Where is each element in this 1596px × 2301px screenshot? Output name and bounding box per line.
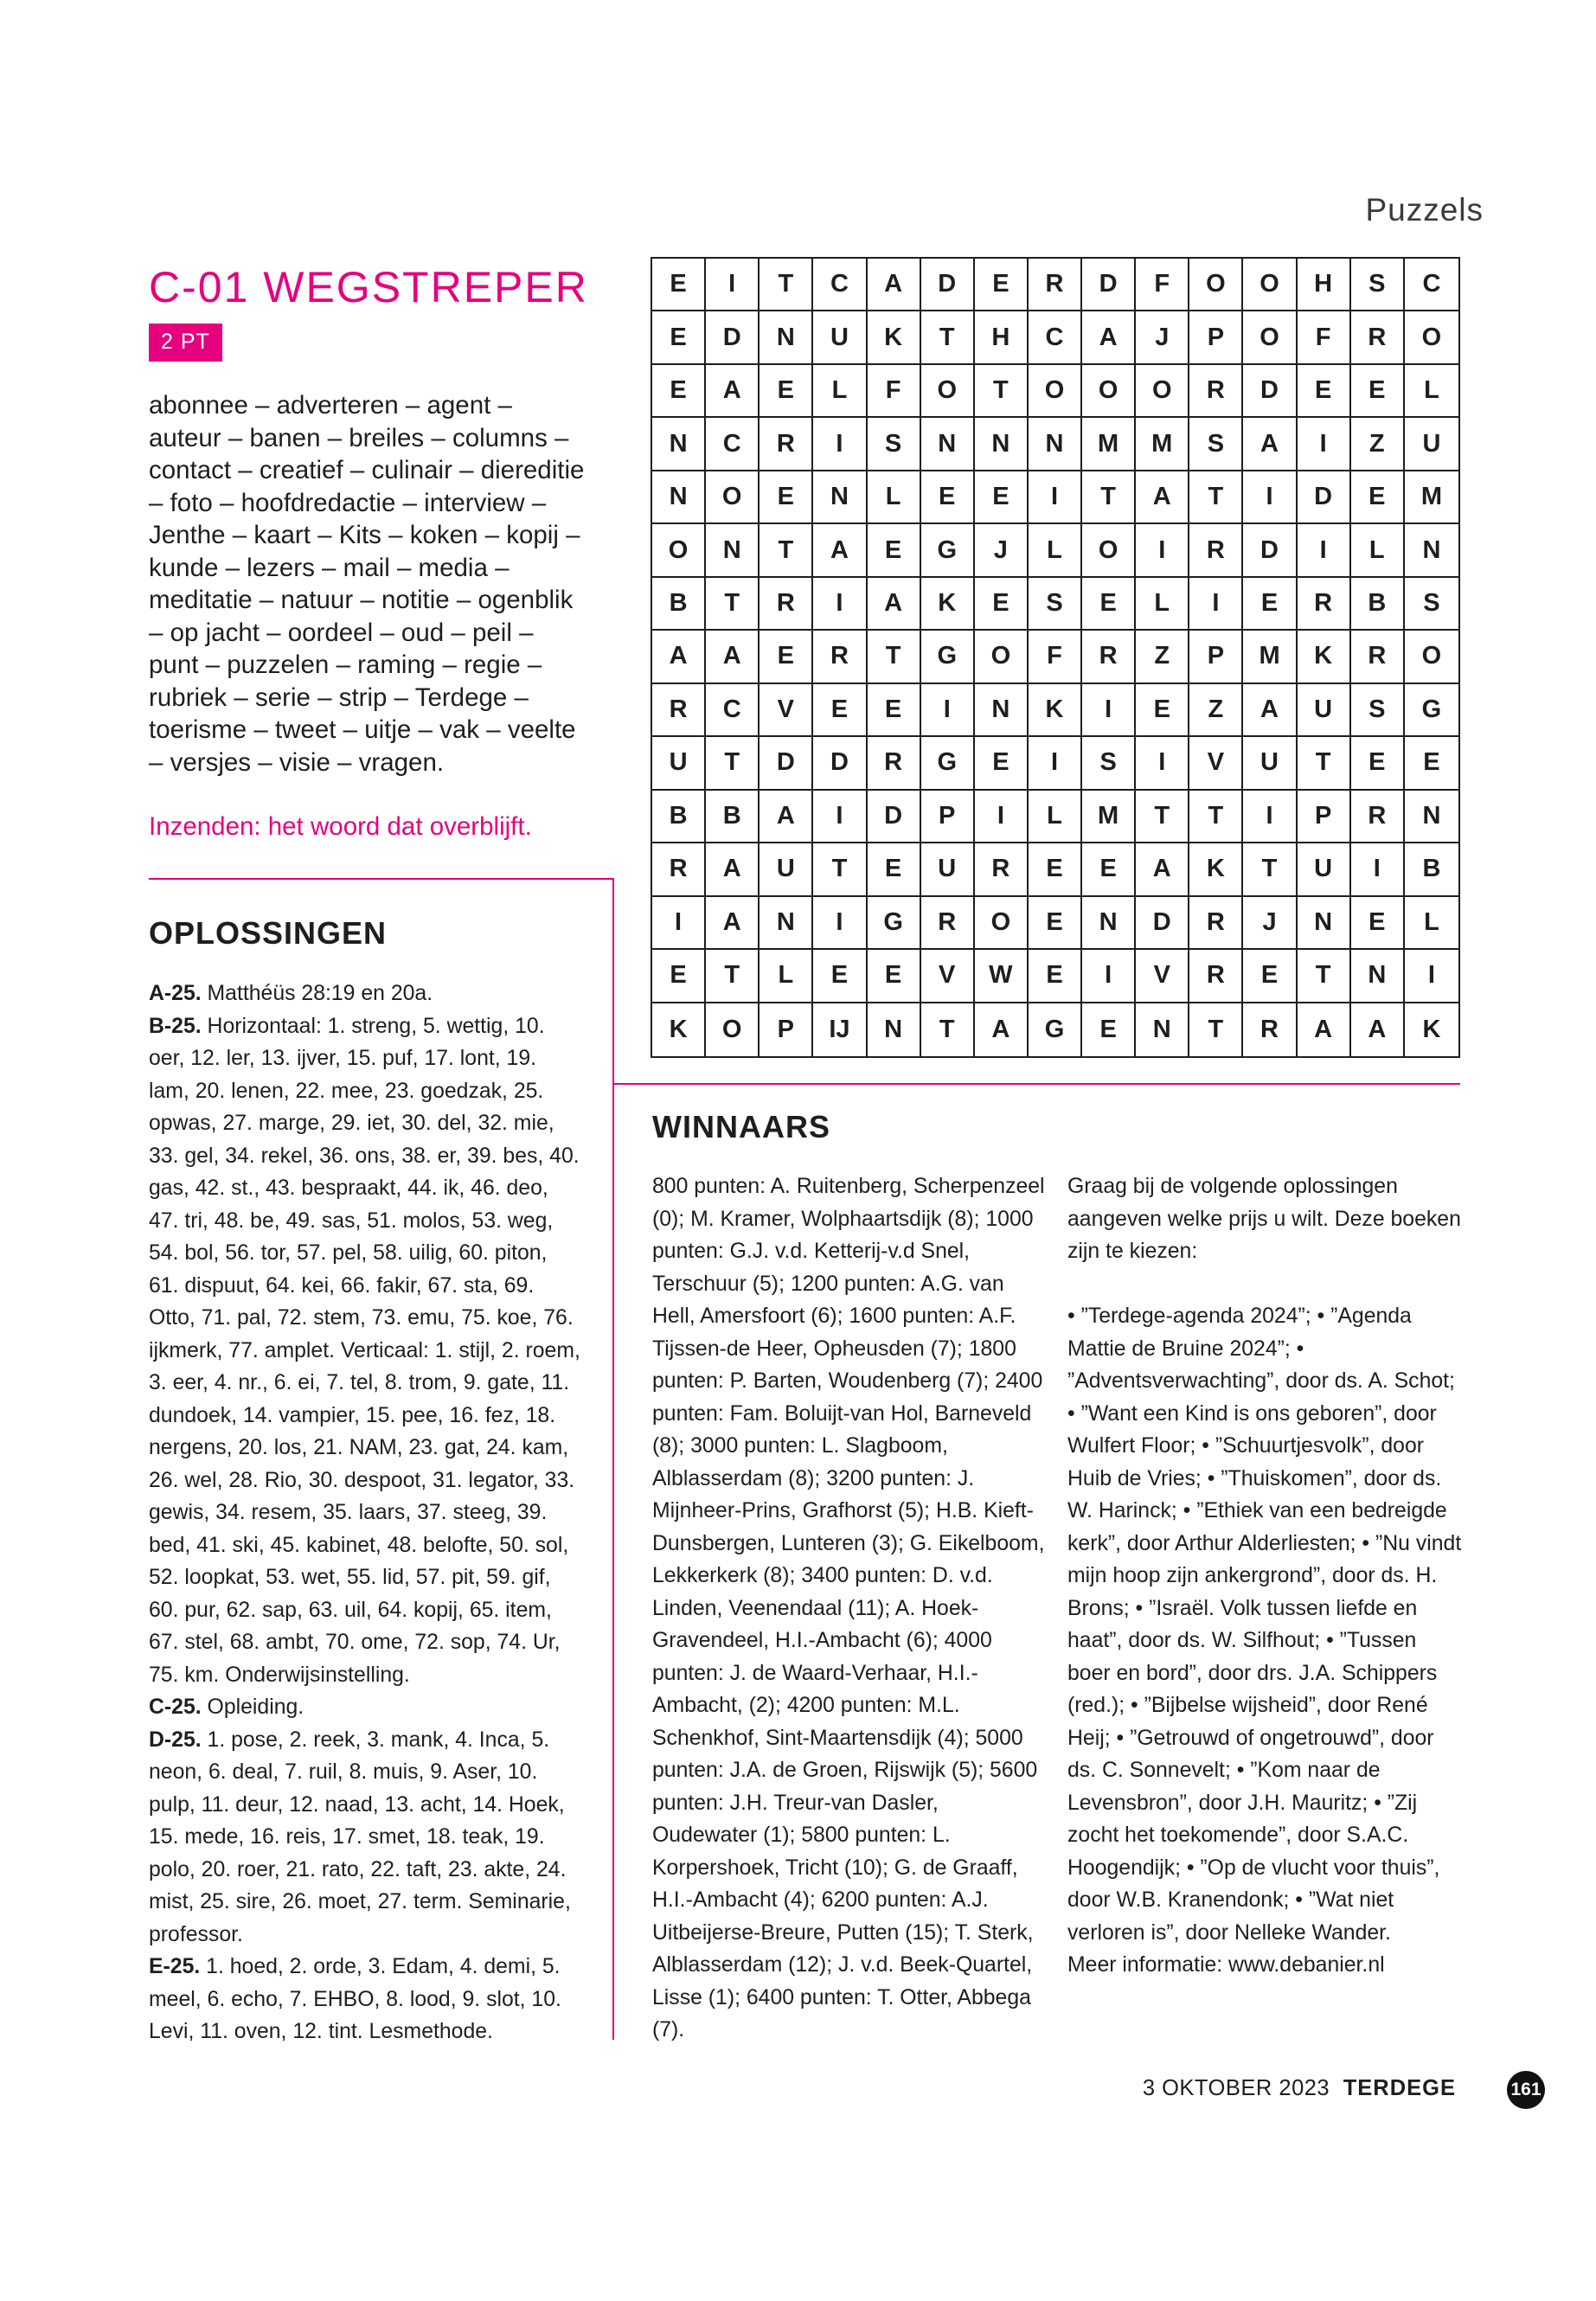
grid-cell: E [813,950,867,1003]
grid-cell: D [706,311,760,364]
grid-cell: I [1243,791,1297,843]
grid-cell: I [1405,950,1458,1003]
grid-cell: E [975,259,1029,311]
grid-cell: H [1298,259,1351,311]
puzzle-title: C-01 WEGSTREPER [149,263,588,311]
grid-cell: R [1189,524,1243,577]
prize-intro: Graag bij de volgende oplossingen aangeven welke prijs u wilt. Deze boeken zijn te kiezen: [1067,1175,1461,1263]
grid-cell: E [760,471,813,524]
grid-cell: I [652,897,706,950]
grid-cell: U [652,737,706,790]
grid-cell: K [652,1003,706,1056]
grid-cell: E [1351,897,1405,950]
grid-cell: A [868,259,921,311]
solution-label: E-25. [149,1955,201,1978]
more-info: Meer informatie: www.debanier.nl [1067,1953,1385,1977]
grid-cell: T [921,1003,975,1056]
grid-cell: O [1029,365,1082,418]
grid-cell: A [1243,684,1297,737]
grid-cell: E [1243,950,1297,1003]
grid-cell: M [1136,418,1189,471]
grid-cell: E [760,365,813,418]
grid-cell: M [1082,418,1136,471]
magazine-name: TERDEGE [1343,2076,1456,2100]
grid-cell: N [1298,897,1351,950]
solution-label: A-25. [149,982,202,1005]
grid-cell: S [868,418,921,471]
grid-cell: B [652,791,706,843]
grid-cell: U [1298,843,1351,896]
points-badge: 2 PT [149,324,222,362]
grid-cell: A [760,791,813,843]
grid-cell: B [1351,578,1405,631]
grid-cell: T [975,365,1029,418]
grid-cell: N [760,311,813,364]
winners-list: 800 punten: A. Ruitenberg, Scherpenzeel (0); M. Kramer, Wolphaartsdijk (8); 1000 punten: G.J. v.d. Ketterij-v.d Snel, Terschuur (5); 1200 punten: A.G. van Hell, Amersfoort (6); 1600 punten: A.F. Tijssen-de Heer, Opheusden (7); 1800 punten: P. Barten, Woudenberg (7); 2400 punten: Fam. Boluijt-van Hol, Barneveld (8); 3000 punten: L. Slagboom, Alblasserdam (8); 3200 punten: J. Mijnheer-Prins, Grafhorst (5); H.B. Kieft-Dunsbergen, Lunteren (3); G. Eikelboom, Lekkerkerk (8); 3400 punten: D. v.d. Linden, Veenendaal (11); A. Hoek-Gravendeel, H.I.-Ambacht (6); 4000 punten: J. de Waard-Verhaar, H.I.-Ambacht, (2); 4200 punten: M.L. Schenkhof, Sint-Maartensdijk (4); 5000 punten: J.A. de Groen, Rijswijk (5); 5600 punten: J.H. Treur-van Dasler, Oudewater (1); 5800 punten: L. Korpershoek, Tricht (10); G. de Graaff, H.I.-Ambacht (4); 6200 punten: A.J. Uitbeijerse-Breure, Putten (15); T. Sterk, Alblasserdam (12); J. v.d. Beek-Quartel, Lisse (1); 6400 punten: T. Otter, Abbega (7). [652,1175,1045,2041]
grid-cell: L [1136,578,1189,631]
grid-cell: E [975,471,1029,524]
grid-cell: I [1029,737,1082,790]
grid-cell: R [1298,578,1351,631]
grid-cell: V [1189,737,1243,790]
grid-cell: T [1298,737,1351,790]
word-search-grid [651,257,1460,1058]
grid-cell: R [1189,897,1243,950]
grid-cell: C [1405,259,1458,311]
grid-cell: J [1243,897,1297,950]
grid-cell: I [813,791,867,843]
grid-cell: A [1298,1003,1351,1056]
submission-instruction: Inzenden: het woord dat overblijft. [149,812,532,841]
grid-cell: Z [1136,631,1189,683]
grid-cell: O [1405,631,1458,683]
solution-entry [149,1724,581,1952]
grid-cell: A [706,843,760,896]
solution-text: 1. hoed, 2. orde, 3. Edam, 4. demi, 5. meel, 6. echo, 7. EHBO, 8. lood, 9. slot, 10. Levi, 11. oven, 12. tint. Lesmethode. [149,1955,561,2043]
grid-cell: T [760,259,813,311]
grid-cell: A [1136,471,1189,524]
solution-entry [149,977,581,1010]
grid-cell: A [706,897,760,950]
grid-cell: F [1136,259,1189,311]
grid-cell: K [921,578,975,631]
grid-cell: I [1136,524,1189,577]
grid-cell: A [1136,843,1189,896]
grid-cell: I [1082,684,1136,737]
grid-cell: E [868,524,921,577]
grid-cell: Z [1351,418,1405,471]
grid-cell: S [1029,578,1082,631]
grid-cell: R [1189,950,1243,1003]
grid-cell: T [706,737,760,790]
grid-cell: E [1405,737,1458,790]
issue-date: 3 OKTOBER 2023 [1142,2076,1330,2100]
grid-cell: R [1029,259,1082,311]
grid-cell: I [813,897,867,950]
grid-cell: O [1082,524,1136,577]
grid-cell: T [1082,471,1136,524]
grid-cell: G [1405,684,1458,737]
grid-cell: D [1298,471,1351,524]
grid-cell: N [1405,791,1458,843]
grid-cell: R [760,418,813,471]
grid-cell: T [1189,791,1243,843]
grid-cell: I [1082,950,1136,1003]
solution-label: D-25. [149,1727,202,1752]
grid-cell: F [1029,631,1082,683]
grid-cell: E [1082,843,1136,896]
grid-cell: N [1029,418,1082,471]
grid-cell: R [868,737,921,790]
prize-list: • ”Terdege-agenda 2024”; • ”Agenda Mattie de Bruine 2024”; • ”Adventsverwachting”, door ds. A. Schot; • ”Want een Kind is ons geboren”, door Wulfert Floor; • ”Schuurtjesvolk”, door Huib de Vries; • ”Thuiskomen”, door ds. W. Harinck; • ”Ethiek van een bedreigde kerk”, door Arthur Alderliesten; • ”Nu vindt mijn hoop zijn ankergrond”, door ds. H. Brons; • ”Israël. Volk tussen liefde en haat”, door ds. W. Silfhout; • ”Tussen boer en bord”, door drs. J.A. Schippers (red.); • ”Bijbelse wijsheid”, door René Heij; • ”Getrouwd of ongetrouwd”, door ds. C. Sonnevelt; • ”Kom naar de Levensbron”, door J.H. Mauritz; • ”Zij zocht het toekomende”, door S.A.C. Hoogendijk; • ”Op de vlucht voor thuis”, door W.B. Kranendonk; • ”Wat niet verloren is”, door Nelleke Wander. [1067,1304,1462,1945]
winners-heading: WINNAARS [652,1109,830,1144]
grid-cell: I [1351,843,1405,896]
solution-label: B-25. [149,1014,202,1038]
grid-cell: T [1189,1003,1243,1056]
grid-cell: O [1082,365,1136,418]
grid-cell: E [1029,843,1082,896]
grid-cell: E [868,684,921,737]
grid-cell: T [921,311,975,364]
grid-cell: O [1189,259,1243,311]
grid-cell: N [1351,950,1405,1003]
grid-cell: B [706,791,760,843]
grid-cell: E [652,365,706,418]
grid-cell: R [652,843,706,896]
grid-cell: U [813,311,867,364]
grid-cell: A [706,365,760,418]
grid-cell: P [1189,631,1243,683]
grid-cell: T [1243,843,1297,896]
grid-cell: R [1351,791,1405,843]
grid-cell: L [760,950,813,1003]
grid-cell: E [975,737,1029,790]
grid-cell: U [1298,684,1351,737]
grid-cell: A [868,578,921,631]
divider-top [149,878,614,880]
grid-cell: A [1243,418,1297,471]
footer [1143,2076,1456,2101]
grid-cell: L [1405,897,1458,950]
grid-cell: I [1189,578,1243,631]
grid-cell: E [1243,578,1297,631]
grid-cell: K [1189,843,1243,896]
grid-cell: A [813,524,867,577]
grid-cell: O [1243,311,1297,364]
grid-cell: L [1405,365,1458,418]
grid-cell: L [813,365,867,418]
grid-cell: N [1082,897,1136,950]
grid-cell: D [921,259,975,311]
grid-cell: E [1082,578,1136,631]
section-label: Puzzels [1365,192,1484,228]
grid-cell: U [1405,418,1458,471]
grid-cell: O [706,471,760,524]
grid-cell: R [813,631,867,683]
grid-cell: N [921,418,975,471]
grid-cell: N [652,418,706,471]
solutions-heading: OPLOSSINGEN [149,915,388,951]
grid-cell: D [1136,897,1189,950]
grid-cell: I [1298,524,1351,577]
grid-cell: R [1082,631,1136,683]
grid-cell: K [1029,684,1082,737]
grid-cell: V [921,950,975,1003]
grid-cell: B [652,578,706,631]
grid-cell: N [760,897,813,950]
page-number: 161 [1507,2071,1545,2109]
grid-cell: G [1029,1003,1082,1056]
grid-cell: R [1351,311,1405,364]
grid-cell: S [1405,578,1458,631]
grid-cell: V [1136,950,1189,1003]
grid-cell: E [1351,471,1405,524]
grid-cell: T [1298,950,1351,1003]
grid-cell: G [921,524,975,577]
grid-cell: C [706,418,760,471]
grid-cell: V [760,684,813,737]
grid-cell: D [760,737,813,790]
grid-cell: O [975,631,1029,683]
grid-cell: E [921,471,975,524]
grid-cell: I [975,791,1029,843]
grid-cell: I [813,418,867,471]
grid-cell: I [1298,418,1351,471]
grid-cell: G [921,737,975,790]
grid-cell: R [921,897,975,950]
solution-text: Matthéüs 28:19 en 20a. [201,982,433,1005]
grid-cell: G [868,897,921,950]
grid-cell: D [813,737,867,790]
grid-cell: S [1082,737,1136,790]
grid-cell: T [760,524,813,577]
grid-cell: T [868,631,921,683]
grid-cell: E [813,684,867,737]
grid-cell: A [652,631,706,683]
grid-cell: I [1136,737,1189,790]
grid-cell: R [1351,631,1405,683]
grid-cell: E [1351,365,1405,418]
grid-cell: E [1082,1003,1136,1056]
grid-cell: N [652,471,706,524]
grid-cell: K [868,311,921,364]
grid-cell: U [1243,737,1297,790]
grid-cell: N [813,471,867,524]
grid-cell: I [813,578,867,631]
grid-cell: D [1243,524,1297,577]
solution-text: Horizontaal: 1. streng, 5. wettig, 10. oer, 12. ler, 13. ijver, 15. puf, 17. lont, 19. lam, 20. lenen, 22. mee, 23. goedzak, 25. opwas, 27. marge, 29. iet, 30. del, 32. mie, 33. gel, 34. rekel, 36. ons, 38. er, 39. bes, 40. gas, 42. st., 43. bespraakt, 44. ik, 46. deo, 47. tri, 48. be, 49. sas, 51. molos, 53. weg, 54. bol, 56. tor, 57. pel, 58. uilig, 60. piton, 61. dispuut, 64. kei, 66. fakir, 67. sta, 69. Otto, 71. pal, 72. stem, 73. emu, 75. koe, 76. ijkmerk, 77. amplet. Verticaal: 1. stijl, 2. roem, 3. eer, 4. nr., 6. ei, 7. tel, 8. trom, 9. gate, 11. dundoek, 14. vampier, 15. pee, 16. fez, 18. nergens, 20. los, 21. NAM, 23. gat, 24. kam, 26. wel, 28. Rio, 30. despoot, 31. legator, 33. gewis, 34. resem, 35. laars, 37. steeg, 39. bed, 41. ski, 45. kabinet, 48. belofte, 50. sol, 52. loopkat, 53. wet, 55. lid, 57. pit, 59. gif, 60. pur, 62. sap, 63. uil, 64. kopij, 65. item, 67. stel, 68. ambt, 70. ome, 72. sop, 74. Ur, 75. km. Onderwijsinstelling. [149,1014,580,1687]
grid-cell: D [1082,259,1136,311]
grid-cell: S [1351,259,1405,311]
grid-cell: E [868,950,921,1003]
grid-cell: E [1136,684,1189,737]
solution-text: 1. pose, 2. reek, 3. mank, 4. Inca, 5. neon, 6. deal, 7. ruil, 8. muis, 9. Aser, 10. pulp, 11. deur, 12. naad, 13. acht, 14. Hoek, 15. mede, 16. reis, 17. smet, 18. teak, 19. polo, 20. roer, 21. rato, 22. taft, 23. akte, 24. mist, 25. sire, 26. moet, 27. term. Seminarie, professor. [149,1727,571,1946]
grid-cell: E [868,843,921,896]
solution-entry [149,1691,581,1724]
grid-cell: I [1029,471,1082,524]
grid-cell: M [1082,791,1136,843]
grid-cell: I [706,259,760,311]
grid-cell: R [760,578,813,631]
grid-cell: T [1136,791,1189,843]
grid-cell: IJ [813,1003,867,1056]
grid-cell: O [706,1003,760,1056]
grid-cell: J [1136,311,1189,364]
grid-cell: T [813,843,867,896]
grid-cell: P [921,791,975,843]
grid-cell: N [1136,1003,1189,1056]
grid-cell: P [1298,791,1351,843]
grid-cell: N [868,1003,921,1056]
grid-cell: O [975,897,1029,950]
grid-cell: T [706,578,760,631]
grid-cell: O [652,524,706,577]
grid-cell: F [868,365,921,418]
grid-cell: T [1189,471,1243,524]
grid-cell: N [975,684,1029,737]
grid-cell: H [975,311,1029,364]
grid-cell: K [1298,631,1351,683]
grid-cell: N [706,524,760,577]
word-list: abonnee – adverteren – agent – auteur – banen – breiles – columns – contact – creatief – culinair – diereditie – foto – hoofdredactie – interview – Jenthe – kaart – Kits – koken – kopij – kunde – lezers – mail – media – meditatie – natuur – notitie – ogenblik – op jacht – oordeel – oud – peil – punt – puzzelen – raming – regie – rubriek – serie – strip – Terdege – toerisme – tweet – uitje – vak – veelte – versjes – visie – vragen. [149,391,585,777]
grid-cell: K [1422,1015,1441,1043]
grid-cell: G [921,631,975,683]
grid-cell: M [1243,631,1297,683]
grid-cell: E [652,311,706,364]
grid-cell: E [975,578,1029,631]
grid-cell: T [706,950,760,1003]
grid-cell: U [921,843,975,896]
grid-cell: P [1189,311,1243,364]
grid-cell: D [1243,365,1297,418]
prizes-column [1067,1170,1464,1982]
solution-label: C-25. [149,1695,202,1719]
grid-cell: E [652,259,706,311]
grid-cell: R [1243,1003,1297,1056]
grid-cell: D [868,791,921,843]
grid-cell: O [1405,311,1458,364]
grid-cell: E [1029,897,1082,950]
grid-cell: L [1029,791,1082,843]
grid-cell: M [1405,471,1458,524]
grid-cell: N [975,418,1029,471]
grid-cell: E [1298,365,1351,418]
grid-cell: L [1029,524,1082,577]
solutions-text [149,977,581,2048]
grid-cell: J [975,524,1029,577]
grid-cell: E [1029,950,1082,1003]
grid-cell: O [1243,259,1297,311]
divider-vertical [612,879,614,2040]
grid-cell: B [1405,843,1458,896]
grid-cell: O [1136,365,1189,418]
grid-cell: F [1298,311,1351,364]
grid-cell: A [706,631,760,683]
grid-cell: L [1351,524,1405,577]
grid-cell: E [1351,737,1405,790]
grid-cell: R [975,843,1029,896]
grid-cell: Z [1189,684,1243,737]
grid-cell: S [1189,418,1243,471]
grid-cell: W [975,950,1029,1003]
grid-cell: A [1351,1003,1405,1056]
grid-cell: C [813,259,867,311]
grid-cell: L [868,471,921,524]
grid-cell: E [652,950,706,1003]
grid-cell: E [760,631,813,683]
grid-cell: U [760,843,813,896]
divider-middle [612,1083,1460,1085]
grid-cell: R [1189,365,1243,418]
grid-cell: C [1029,311,1082,364]
grid-cell: P [760,1003,813,1056]
grid-cell: N [1405,524,1458,577]
grid-cell: C [706,684,760,737]
solution-entry [149,1951,581,2048]
grid-cell: R [652,684,706,737]
grid-cell: I [921,684,975,737]
grid-cell: S [1351,684,1405,737]
solution-entry [149,1010,581,1692]
grid-cell: A [975,1003,1029,1056]
grid-cell: A [1082,311,1136,364]
grid-cell: O [921,365,975,418]
solution-text: Opleiding. [201,1695,304,1719]
grid-cell: I [1243,471,1297,524]
